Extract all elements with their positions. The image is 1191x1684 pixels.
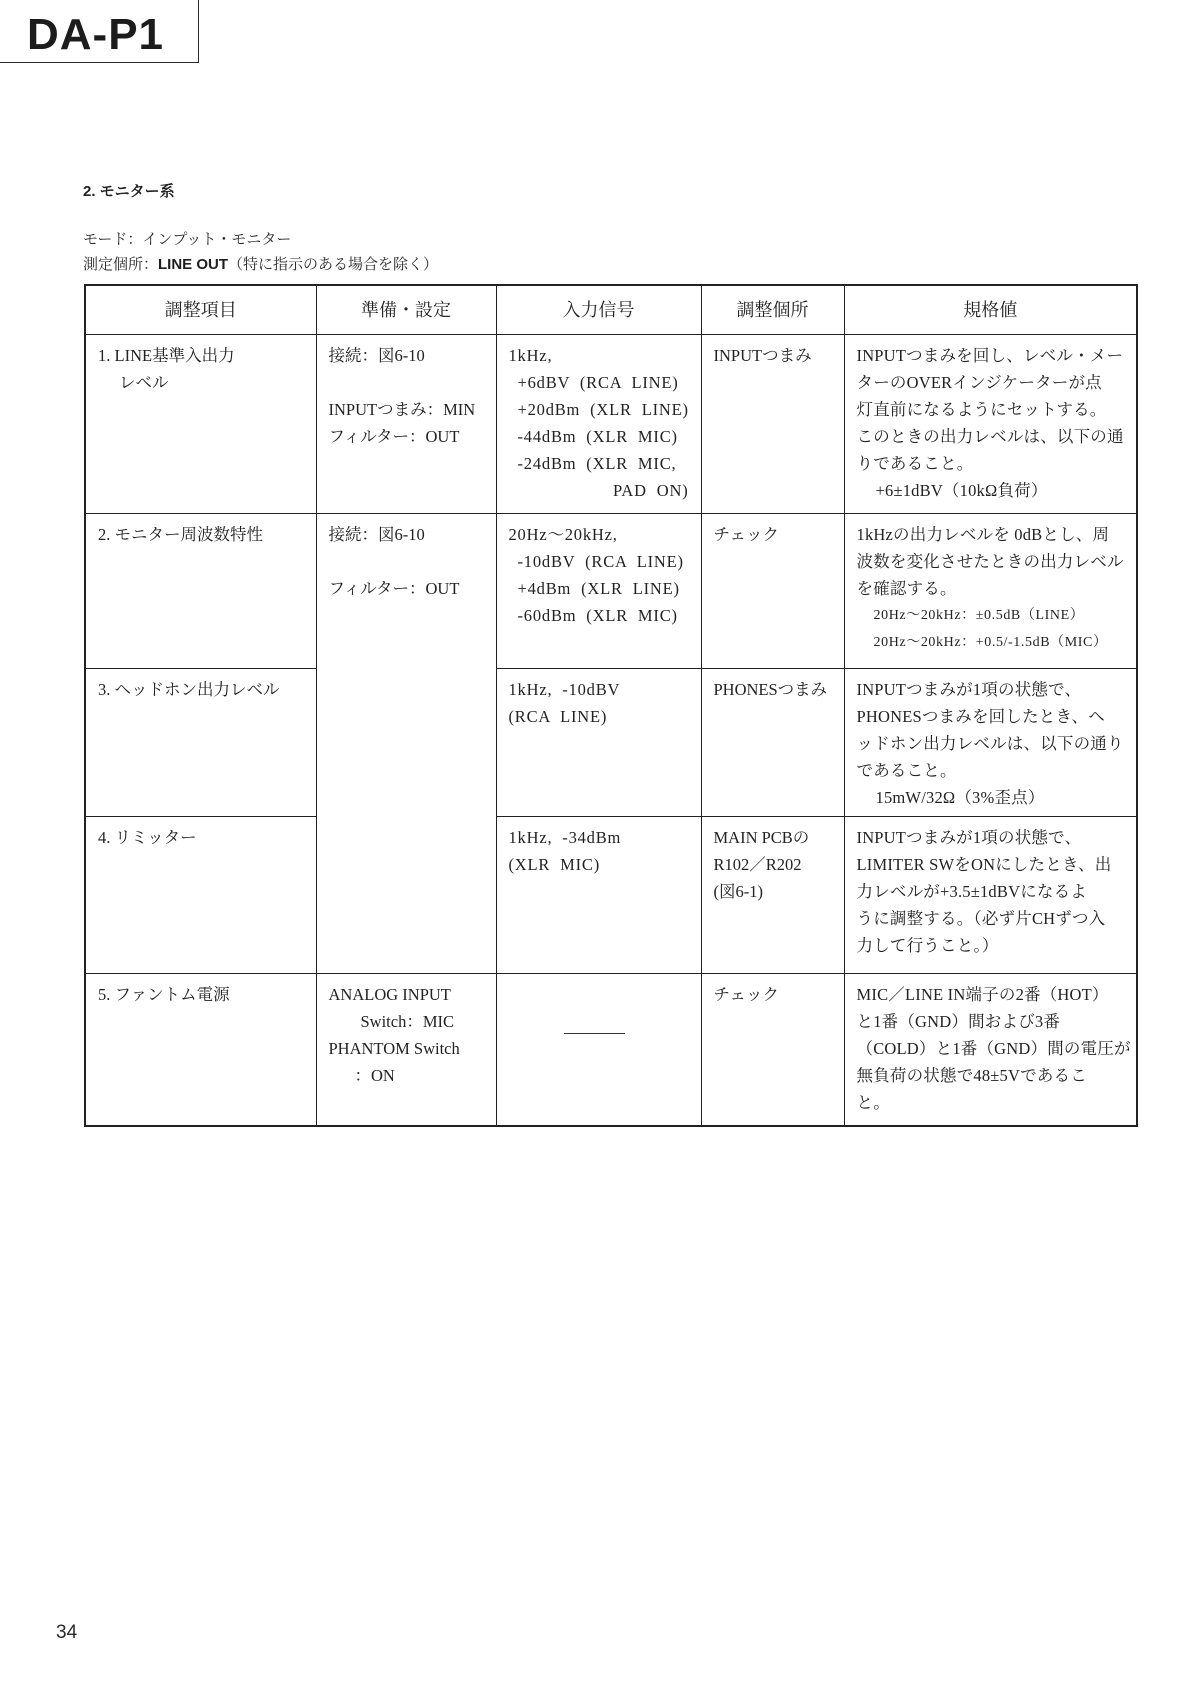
row-1-adjust-line-1: INPUTつまみ [713,345,812,365]
row-1-input-line-2: +6dBV (RCA LINE) [517,372,679,392]
row-2-input-line-4: -60dBm (XLR MIC) [517,605,678,625]
row-5-setup-cell [316,973,496,1126]
row-1-setup-line-3: フィルター：OUT [328,426,460,446]
row-4-spec-line-1: INPUTつまみが1項の状態で、 [856,827,1082,847]
column-header-item: 調整項目 [85,285,316,334]
measure-point-value: LINE OUT [158,256,229,273]
row-4-item-cell [85,816,316,973]
table-row-4 [85,816,1137,973]
column-header-input: 入力信号 [496,285,701,334]
row-5-setup-line-4: ：ON [354,1065,395,1085]
row-5-setup-line-1: ANALOG INPUT [328,984,451,1004]
row-2-spec-line-5: 20Hz～20kHz：+0.5/-1.5dB（MIC） [873,634,1108,650]
column-header-setup: 準備・設定 [316,285,496,334]
no-input-dash [564,1033,625,1035]
row-3-spec-line-1: INPUTつまみが1項の状態で、 [856,679,1082,699]
row-2-adjust-cell [701,513,844,668]
row-5-setup-line-2: Switch：MIC [360,1011,455,1031]
table-row-5 [85,973,1137,1126]
row-2-spec-line-1: 1kHzの出力レベルを 0dBとし、周 [856,524,1110,544]
table-header-row [85,285,1137,334]
row-3-input-line-2: (RCA LINE) [508,706,608,726]
row-3-item-cell [85,668,316,816]
measure-point-line [83,255,438,275]
row-1-setup-line-1: 接続：図6-10 [328,345,425,365]
row-1-spec-line-1: INPUTつまみを回し、レベル・メー [856,345,1124,365]
row-1-input-line-5: -24dBm (XLR MIC, [517,453,677,473]
row-1-item-cell [85,334,316,513]
row-2-item-cell [85,513,316,668]
rows-2-4-setup-cell [316,513,496,973]
row-3-spec-line-2: PHONESつまみを回したとき、ヘ [856,706,1105,726]
row-1-input-line-3: +20dBm (XLR LINE) [517,399,689,419]
row-3-item-line-1: 3. ヘッドホン出力レベル [98,679,280,699]
row-4-spec-line-5: 力して行うこと。） [856,935,999,955]
row-4-spec-line-2: LIMITER SWをONにしたとき、出 [856,854,1112,874]
row-3-spec-line-4: であること。 [856,760,957,780]
row-2-input-line-1: 20Hz～20kHz, [508,524,618,544]
row-1-setup-cell [316,334,496,513]
row-5-input-cell [496,973,701,1126]
row-5-spec-line-3: （COLD）と1番（GND）間の電圧が [856,1038,1131,1058]
row-2-input-line-2: -10dBV (RCA LINE) [517,551,684,571]
row-3-spec-line-5: 15mW/32Ω（3%歪点） [875,787,1045,807]
section-title: 2. モニター系 [83,183,175,200]
row-4-adjust-line-2: R102／R202 [713,854,802,874]
row-1-adjust-cell [701,334,844,513]
row-1-spec-cell [844,334,1137,513]
row-5-adjust-line-1: チェック [713,984,780,1004]
row-2-setup-line-2: フィルター：OUT [328,578,460,598]
measure-point-note: （特に指示のある場合を除く） [228,256,439,273]
row-1-spec-line-3: 灯直前になるようにセットする。 [856,399,1107,419]
row-3-spec-line-3: ッドホン出力レベルは、以下の通り [856,733,1124,753]
row-4-adjust-cell [701,816,844,973]
row-5-adjust-cell [701,973,844,1126]
table-row-2 [85,513,1137,668]
row-1-setup-line-2: INPUTつまみ：MIN [328,399,476,419]
row-3-input-cell [496,668,701,816]
model-header-box [0,0,199,63]
row-2-spec-cell [844,513,1137,668]
model-name: DA-P1 [27,10,165,59]
row-4-spec-cell [844,816,1137,973]
table-row-3 [85,668,1137,816]
row-5-item-cell [85,973,316,1126]
row-5-item-line-1: 5. ファントム電源 [98,984,230,1004]
row-5-spec-line-1: MIC／LINE IN端子の2番（HOT） [856,984,1109,1004]
row-1-input-cell [496,334,701,513]
adjustment-table [84,284,1138,1127]
row-1-spec-line-4: このときの出力レベルは、以下の通 [856,426,1124,446]
row-5-spec-cell [844,973,1137,1126]
row-4-input-line-2: (XLR MIC) [508,854,600,874]
row-1-spec-line-2: ターのOVERインジケーターが点 [856,372,1102,392]
row-1-item-line-1: 1. LINE基準入出力 [98,345,235,365]
row-3-input-line-1: 1kHz, -10dBV [508,679,621,699]
row-4-item-line-1: 4. リミッター [98,827,197,847]
row-5-spec-line-4: 無負荷の状態で48±5Vであるこ [856,1065,1087,1085]
table-row-1 [85,334,1137,513]
row-2-input-cell [496,513,701,668]
row-1-input-line-4: -44dBm (XLR MIC) [517,426,678,446]
row-2-setup-line-1: 接続：図6-10 [328,524,425,544]
column-header-adjust: 調整個所 [701,285,844,334]
row-3-spec-cell [844,668,1137,816]
row-2-input-line-3: +4dBm (XLR LINE) [517,578,680,598]
row-2-spec-line-4: 20Hz～20kHz：±0.5dB（LINE） [873,607,1085,623]
row-5-spec-line-5: と。 [856,1092,890,1112]
blank-line [329,548,490,575]
row-1-input-line-1: 1kHz, [508,345,553,365]
row-4-adjust-line-3: (図6-1) [713,881,763,901]
row-3-adjust-line-1: PHONESつまみ [713,679,828,699]
row-5-spec-line-2: と1番（GND）間および3番 [856,1011,1061,1031]
measure-point-label: 測定個所： [83,256,159,273]
row-2-adjust-line-1: チェック [713,524,780,544]
row-2-spec-line-3: を確認する。 [856,578,957,598]
row-1-input-line-6: PAD ON) [612,480,689,500]
row-1-item-line-2: レベル [119,372,169,392]
mode-line: モード：インプット・モニター [83,231,292,248]
row-2-spec-line-2: 波数を変化させたときの出力レベル [856,551,1124,571]
page-number: 34 [56,1622,78,1643]
row-4-adjust-line-1: MAIN PCBの [713,827,810,847]
row-3-adjust-cell [701,668,844,816]
column-header-spec: 規格値 [844,285,1137,334]
row-5-setup-line-3: PHANTOM Switch [328,1038,460,1058]
row-1-spec-line-5: りであること。 [856,453,974,473]
row-4-input-cell [496,816,701,973]
blank-line [329,369,490,396]
row-2-item-line-1: 2. モニター周波数特性 [98,524,263,544]
row-4-spec-line-4: うに調整する。（必ず片CHずつ入 [856,908,1106,928]
row-1-spec-line-6: +6±1dBV（10kΩ負荷） [875,480,1048,500]
row-4-spec-line-3: 力レベルが+3.5±1dBVになるよ [856,881,1088,901]
row-4-input-line-1: 1kHz, -34dBm [508,827,622,847]
